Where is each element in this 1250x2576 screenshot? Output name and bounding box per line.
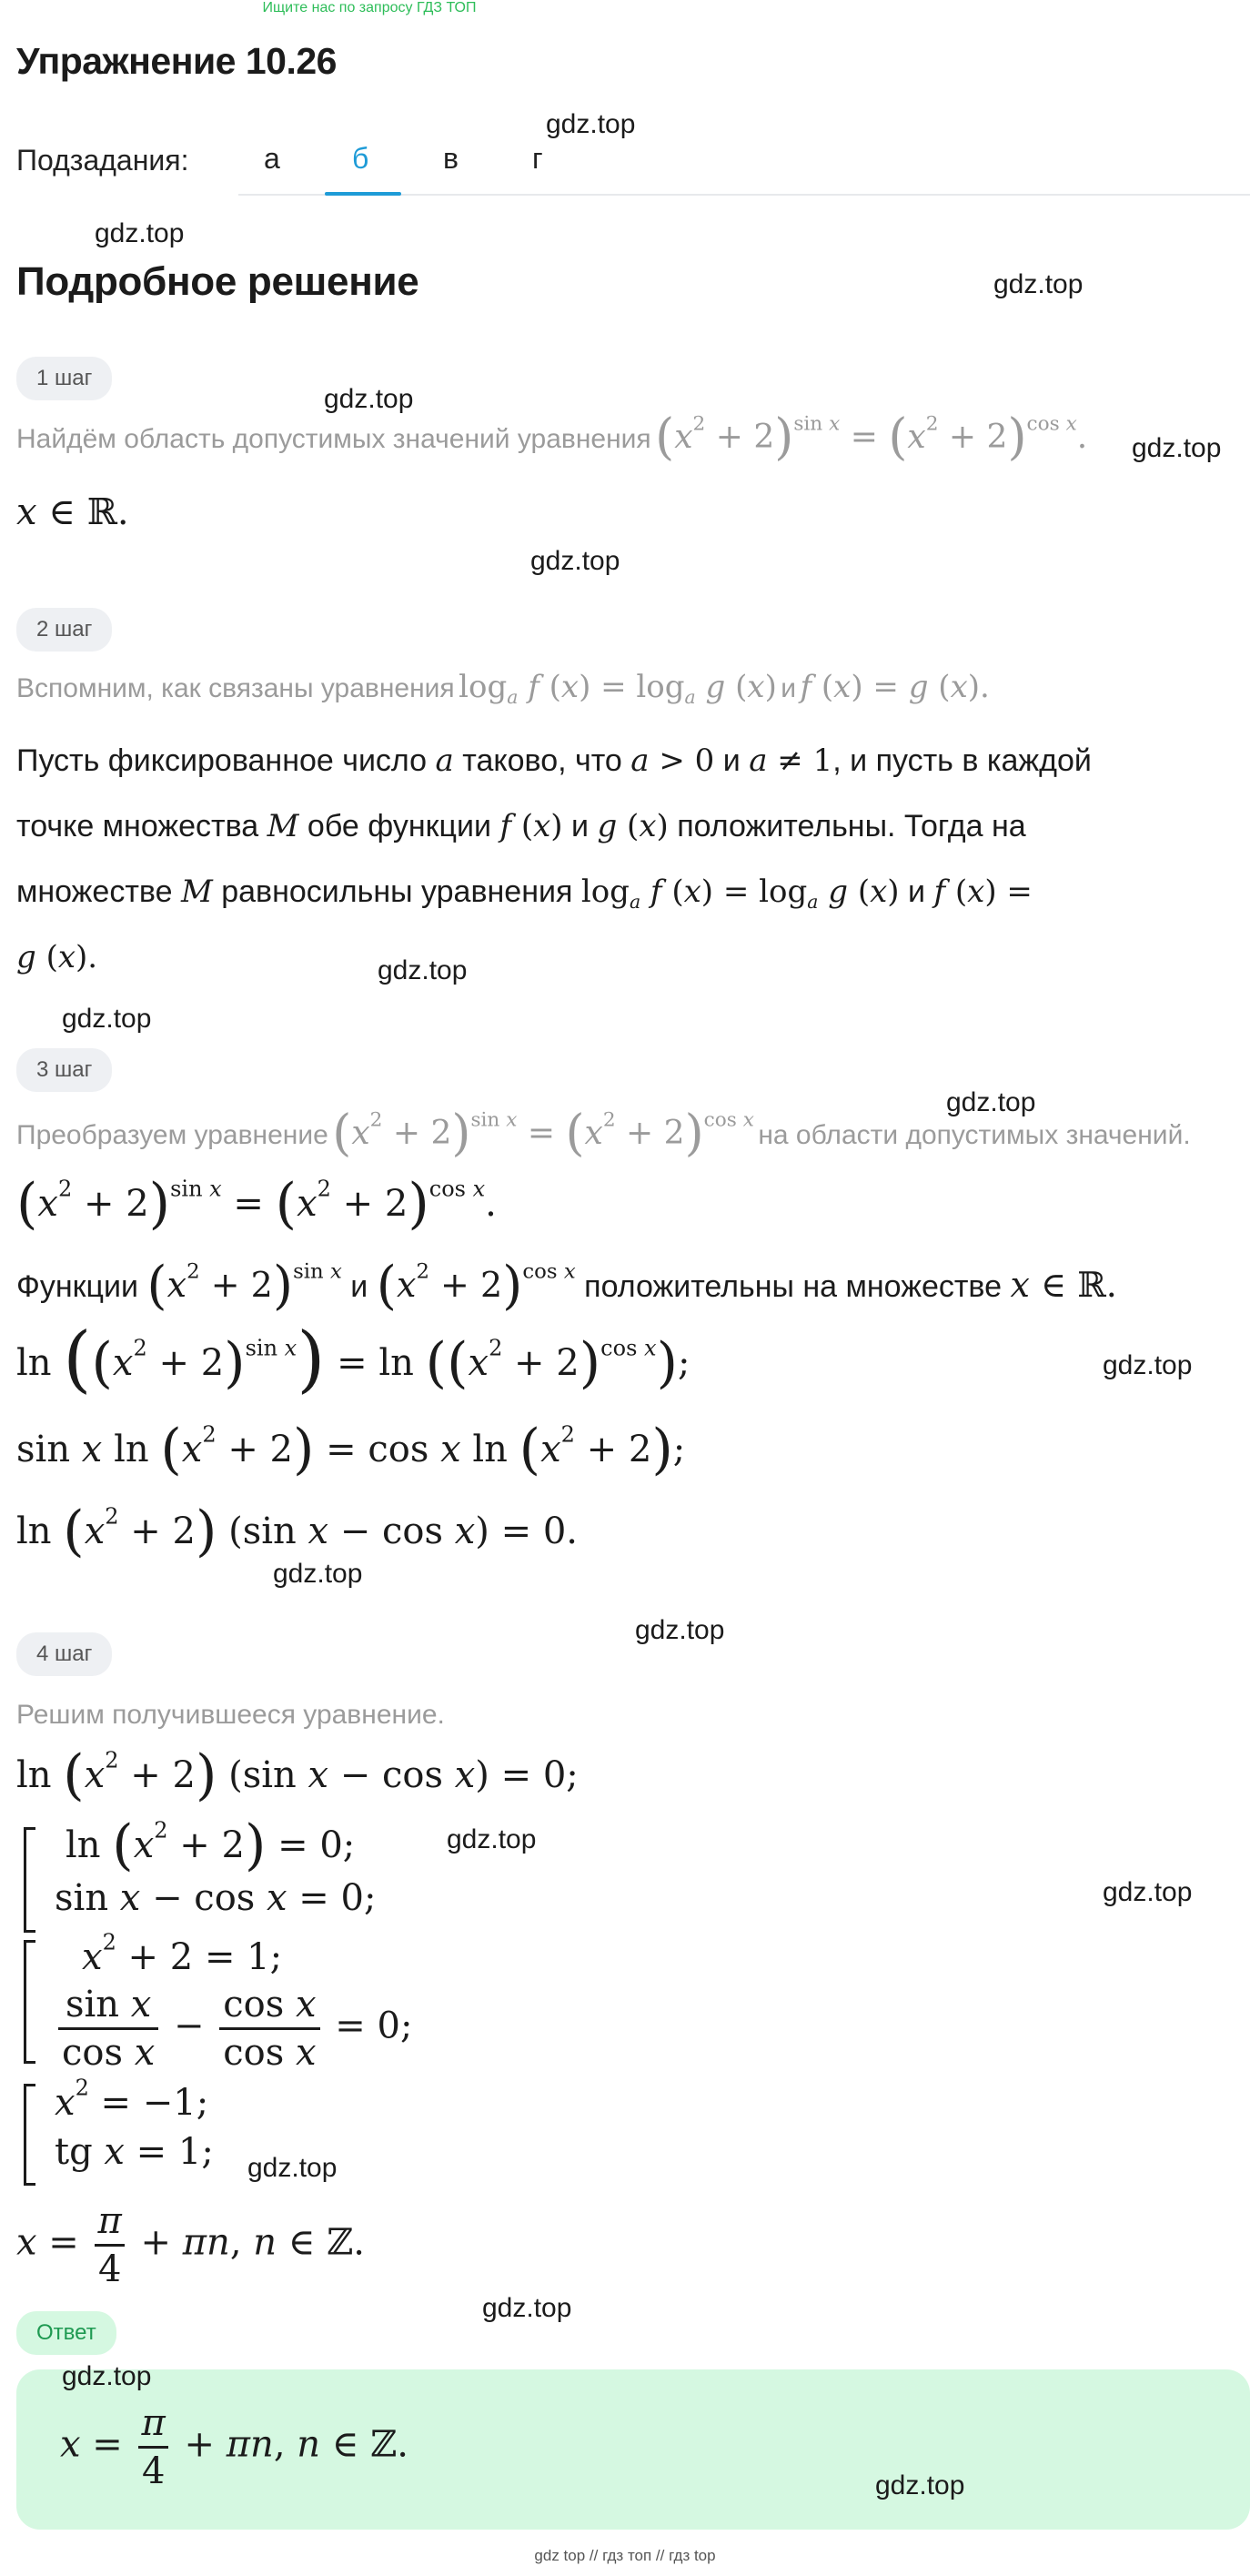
tab-v[interactable]: в <box>443 142 459 175</box>
top-hint: Ищите нас по запросу ГДЗ ТОП <box>262 0 477 15</box>
step-3-eq-3: sin x $\ln (x^2 + 2) = \cos x$ $\ln (x^2 + 2)$; <box>16 1418 686 1482</box>
footer: gdz top // гдз топ // гдз top <box>534 2547 716 2564</box>
step-4-intro: Решим получившееся уравнение. <box>16 1700 445 1730</box>
step-3-eq-1: $(x^2 + 2)^{sin x} = (x^2 + 2)^{cos x}$. <box>16 1172 497 1237</box>
step-3-eq-4: $\ln (x^2 + 2)$ (sin x − cos x) = 0. <box>16 1500 579 1564</box>
watermark: gdz.top <box>530 546 620 576</box>
system-1-line-1: $\ln (x^2 + 2) = 0$; <box>66 1813 356 1878</box>
step-1-domain: x ∈ ℝ. <box>16 491 129 533</box>
watermark: gdz.top <box>546 109 636 139</box>
tab-a[interactable]: а <box>264 142 280 175</box>
step-3-eq-2: $\ln ((x^2 + 2)^{sin x}) = \ln ((x^2 + 2)^{cos x})$; <box>16 1316 691 1401</box>
step-4-result: x = $\frac{\pi}{4}$ + πn, n ∈ ℤ. <box>16 2200 365 2290</box>
watermark: gdz.top <box>993 269 1084 299</box>
system-bracket-2 <box>24 1940 35 2064</box>
page-title: Упражнение 10.26 <box>16 40 337 82</box>
watermark: gdz.top <box>95 218 185 248</box>
system-2-line-1: $x^2 + 2 = 1$; <box>82 1929 283 1978</box>
step-4-eq-1: $\ln (x^2 + 2)$ (sin x − cos x) = 0; <box>16 1743 579 1808</box>
step-1-intro: Найдём область допустимых значений уравнения $(x^2 + 2)^{sin x} = (x^2 + 2)^{cos x}$. <box>16 408 1088 466</box>
watermark: gdz.top <box>875 2470 965 2500</box>
watermark: gdz.top <box>1103 1350 1193 1380</box>
system-bracket-1 <box>24 1827 35 1933</box>
watermark: gdz.top <box>635 1615 725 1645</box>
watermark: gdz.top <box>247 2153 338 2183</box>
system-2-line-2: $\frac{\text{sin x}}{\text{cos x}}$ − $\frac{\text{cos x}}{\text{cos x}}$ = 0; <box>55 1984 412 2074</box>
step-2-badge: 2 шаг <box>16 608 112 652</box>
watermark: gdz.top <box>324 384 414 414</box>
watermark: gdz.top <box>1103 1877 1193 1907</box>
watermark: gdz.top <box>62 2361 152 2391</box>
step-3-badge: 3 шаг <box>16 1048 112 1092</box>
tab-b[interactable]: б <box>352 142 369 175</box>
step-1-badge: 1 шаг <box>16 357 112 400</box>
system-3-line-1: $x^2 = -1$; <box>55 2075 209 2124</box>
step-2-text: Пусть фиксированное число a таково, что a > 0 и a ≠ 1, и пусть в каждой точке множества M обе функции f (x) и g (x) положительны. Тогда на множестве M равносильны уравнения $\log_a f$ $(x) = \log_a g$ (x) и f (x) = g (x). <box>16 742 1092 975</box>
watermark: gdz.top <box>1132 433 1222 463</box>
subtasks-label: Подзадания: <box>16 144 189 177</box>
active-tab-indicator <box>325 192 401 196</box>
step-3-text: Функции $(x^2 + 2)^{sin x}$ и $(x^2 + 2)^{cos x}$ положительны на множестве x ∈ ℝ. <box>16 1255 1117 1316</box>
section-title: Подробное решение <box>16 259 419 304</box>
system-bracket-3 <box>24 2084 35 2186</box>
watermark: gdz.top <box>447 1824 537 1854</box>
watermark: gdz.top <box>62 1004 152 1034</box>
watermark: gdz.top <box>378 955 468 985</box>
tab-g[interactable]: г <box>532 142 543 175</box>
watermark: gdz.top <box>273 1559 363 1589</box>
watermark: gdz.top <box>482 2293 572 2323</box>
step-4-badge: 4 шаг <box>16 1632 112 1676</box>
answer-value: x = $\frac{\pi}{4}$ + πn, n ∈ ℤ. <box>60 2402 408 2492</box>
answer-badge: Ответ <box>16 2311 116 2355</box>
step-3-intro: Преобразуем уравнение $(x^2 + 2)^{sin x} = (x^2 + 2)^{cos x}$ на области допустимых значений. <box>16 1104 1191 1162</box>
watermark: gdz.top <box>946 1087 1036 1117</box>
step-2-intro: Вспомним, как связаны уравнения $\log_a f$ $(x) = \log_a g$ (x) и f (x) = g (x). <box>16 669 990 709</box>
system-1-line-2: sin x − cos x = 0; <box>55 1877 377 1919</box>
system-3-line-2: tg x = 1; <box>55 2131 214 2173</box>
